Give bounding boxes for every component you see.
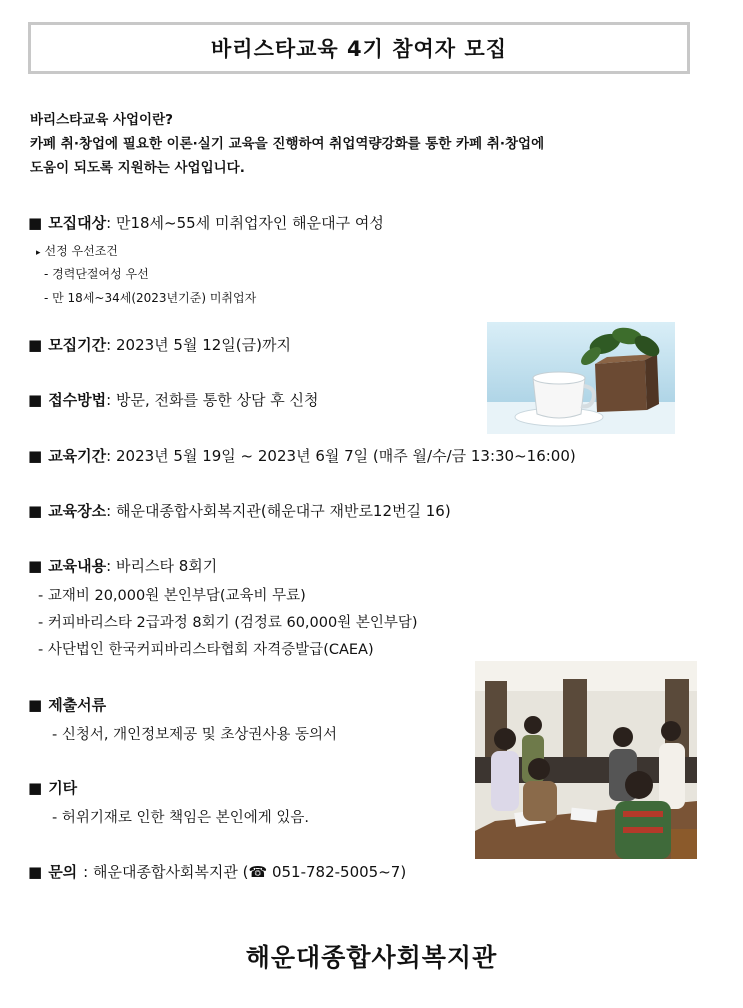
coffee-cup-illustration: [487, 322, 675, 434]
section-value: : 해운대종합사회복지관(해운대구 재반로12번길 16): [106, 502, 451, 520]
section-value: : 해운대종합사회복지관 (☎ 051-782-5005~7): [83, 863, 407, 881]
section-edu-content: [28, 555, 217, 576]
section-label: 교육기간: [48, 447, 107, 465]
section-inquiry: [28, 861, 406, 882]
section-label: 모집기간: [48, 336, 107, 354]
square-bullet-icon: ■: [28, 447, 43, 465]
section-recruit-period: [28, 334, 291, 355]
section-apply-method: [28, 389, 318, 410]
documents-item: - 신청서, 개인정보제공 및 초상권사용 동의서: [52, 727, 338, 743]
section-value: : 만18세~55세 미취업자인 해운대구 여성: [106, 214, 384, 232]
sub-heading-text: 선정 우선조건: [44, 244, 118, 258]
section-etc: [28, 777, 77, 798]
section-edu-period: [28, 445, 576, 466]
intro-block: [30, 108, 690, 180]
section-label: 교육내용: [48, 557, 107, 575]
square-bullet-icon: ■: [28, 214, 43, 232]
class-photo-illustration: [475, 661, 697, 859]
section-label: 모집대상: [48, 214, 107, 232]
content-item: - 커피바리스타 2급과정 8회기 (검정료 60,000원 본인부담): [38, 615, 418, 631]
section-edu-place: [28, 500, 451, 521]
section-recruit-target: [28, 212, 384, 233]
square-bullet-icon: ■: [28, 336, 43, 354]
section-value: : 2023년 5월 19일 ~ 2023년 6월 7일 (매주 월/수/금 13:30~16:00): [106, 447, 576, 465]
section-label: 제출서류: [48, 696, 107, 714]
section-value: : 바리스타 8회기: [106, 557, 218, 575]
triangle-bullet-icon: ▸: [36, 248, 41, 258]
section-value: : 방문, 전화를 통한 상담 후 신청: [106, 391, 319, 409]
content-item: - 사단법인 한국커피바리스타협회 자격증발급(CAEA): [38, 642, 374, 658]
square-bullet-icon: ■: [28, 779, 43, 797]
intro-line: 카페 취·창업에 필요한 이론·실기 교육을 진행하여 취업역량강화를 통한 카페 취·창업에: [30, 136, 545, 152]
square-bullet-icon: ■: [28, 696, 43, 714]
sub-item: - 만 18세~34세(2023년기준) 미취업자: [44, 291, 257, 305]
square-bullet-icon: ■: [28, 391, 43, 409]
page-title: 바리스타교육 4기 참여자 모집: [211, 37, 507, 61]
section-label: 접수방법: [48, 391, 107, 409]
sub-heading: [36, 242, 118, 259]
section-label: 문의: [48, 863, 78, 881]
footer-organization: 해운대종합사회복지관: [245, 943, 498, 972]
square-bullet-icon: ■: [28, 502, 43, 520]
sub-item: - 경력단절여성 우선: [44, 267, 149, 281]
section-label: 교육장소: [48, 502, 107, 520]
section-label: 기타: [48, 779, 78, 797]
section-value: : 2023년 5월 12일(금)까지: [106, 336, 291, 354]
square-bullet-icon: ■: [28, 863, 43, 881]
section-documents: [28, 694, 106, 715]
intro-line: 도움이 되도록 지원하는 사업입니다.: [30, 160, 245, 176]
class-photo: [475, 661, 697, 859]
square-bullet-icon: ■: [28, 557, 43, 575]
intro-line: 바리스타교육 사업이란?: [30, 112, 173, 128]
title-box: [28, 22, 690, 74]
content-item: - 교재비 20,000원 본인부담(교육비 무료): [38, 588, 306, 604]
coffee-cup-photo: [487, 322, 675, 434]
etc-item: - 허위기재로 인한 책임은 본인에게 있음.: [52, 810, 309, 826]
